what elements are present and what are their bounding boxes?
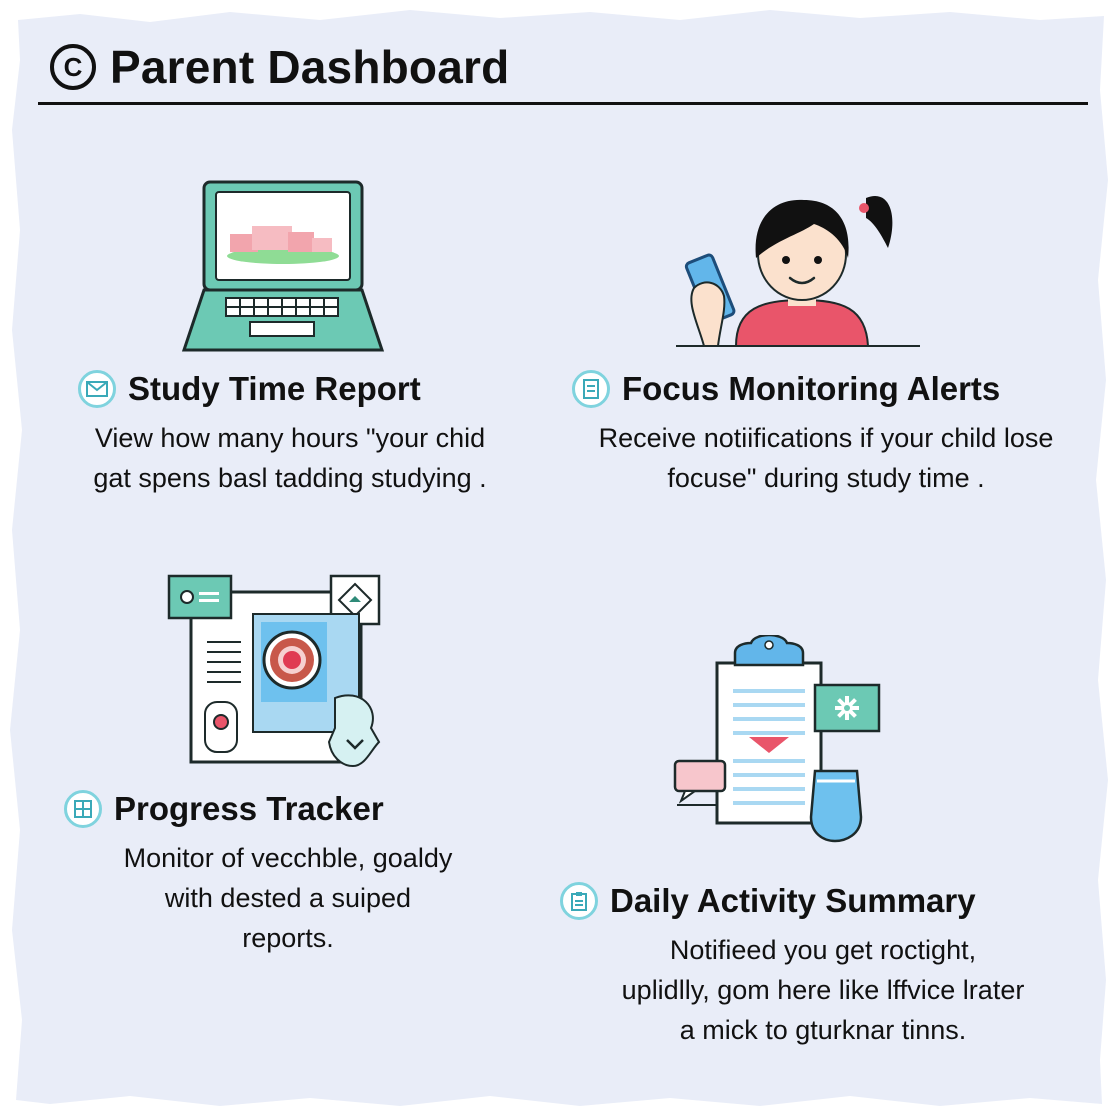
feature-description [78,838,498,958]
feature-progress-tracker [64,790,384,828]
progress-dashboard-illustration [165,572,390,770]
page-title-text: Parent Dashboard [110,41,510,93]
laptop-illustration [180,178,385,358]
page-title [50,40,509,94]
feature-description-line: gat spens basl tadding studying . [93,463,487,493]
copyright-icon: C [50,44,96,90]
feature-description [566,418,1086,498]
feature-study-time-report [78,370,421,408]
feature-title: Focus Monitoring Alerts [622,370,1001,407]
feature-description-line: Notifieed you get roctight, [669,935,977,965]
feature-focus-monitoring-alerts [572,370,1000,408]
feature-title: Progress Tracker [114,790,384,827]
report-envelope-icon [78,370,116,408]
alert-document-icon [572,370,610,408]
feature-description-line: View how many hours "your chid [94,423,486,453]
feature-description [548,930,1098,1050]
feature-title: Daily Activity Summary [610,882,976,919]
tracker-grid-icon [64,790,102,828]
feature-description-line: Receive notiifications if your child lose [598,423,1054,453]
feature-description-line: focuse" during study time . [667,463,985,493]
feature-description-line: uplidlly, gom here like lffvice lrater [621,975,1025,1005]
feature-description-line: a mick to gturknar tinns. [679,1015,967,1045]
clipboard-summary-illustration [665,635,887,845]
feature-daily-activity-summary [560,882,976,920]
feature-description-line: with dested a suiped [164,883,412,913]
feature-description [60,418,520,498]
child-with-phone-illustration [676,178,926,350]
feature-description-line: Monitor of vecchble, goaldy [123,843,453,873]
title-divider [38,102,1088,105]
feature-title: Study Time Report [128,370,421,407]
summary-clipboard-icon [560,882,598,920]
feature-description-line: reports. [242,923,334,953]
